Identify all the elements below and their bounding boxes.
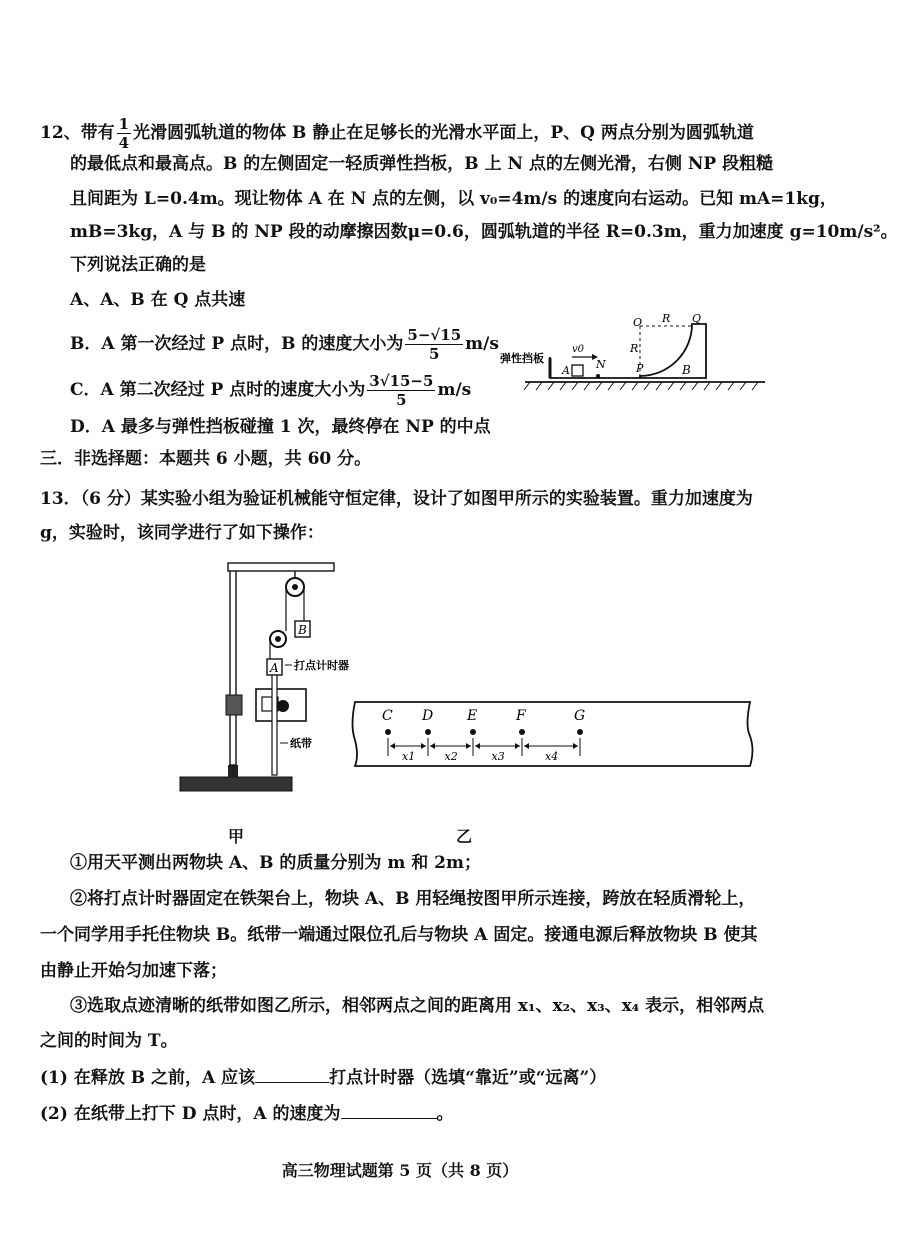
timer-label: 打点计时器: [294, 659, 349, 672]
sub-question-1-blank[interactable]: [255, 1066, 329, 1083]
q12-number: 12、: [40, 123, 81, 143]
point-n: [596, 374, 600, 378]
label-r-horizontal: R: [662, 312, 671, 325]
tape-point-label-f: F: [516, 708, 526, 724]
q12-option-b-text: B．A 第一次经过 P 点时，B 的速度大小为: [70, 334, 404, 354]
figure-yi: [345, 690, 760, 780]
tape-point-c: [385, 729, 391, 735]
step-3-line1: ③选取点迹清晰的纸带如图乙所示，相邻两点之间的距离用 x₁、x₂、x₃、x₄ 表示，相邻两点: [70, 996, 765, 1016]
sub-question-2-text-a: (2) 在纸带上打下 D 点时，A 的速度为: [40, 1104, 341, 1124]
sub-question-1-text-b: 打点计时器（选填“靠近”或“远离”）: [329, 1068, 607, 1088]
q12-line5: 下列说法正确的是: [70, 255, 206, 275]
q12-option-c: [70, 372, 471, 409]
page-footer: 高三物理试题第 5 页（共 8 页）: [281, 1161, 519, 1180]
step-2-line2: 一个同学用手托住物块 B。纸带一端通过限位孔后与物块 A 固定。接通电源后释放物块 B 使其: [40, 925, 758, 945]
paper-tape: [272, 675, 277, 775]
step-3-line2: 之间的时间为 T。: [40, 1031, 178, 1051]
label-a: A: [562, 364, 570, 377]
tape-label: 纸带: [290, 737, 312, 750]
q12-option-d: D．A 最多与弹性挡板碰撞 1 次，最终停在 NP 的中点: [70, 417, 491, 437]
block-a-label: A: [270, 661, 279, 675]
sub-question-2: [40, 1102, 454, 1125]
q12-option-b: [70, 326, 499, 363]
top-pulley-axle: [292, 584, 298, 590]
stand-pole: [230, 569, 236, 765]
section-3-heading: 三．非选择题：本题共 6 小题，共 60 分。: [40, 449, 372, 469]
figure-jia: [170, 555, 360, 805]
step-2-line3: 由静止开始匀加速下落；: [40, 961, 227, 981]
label-n: N: [596, 358, 606, 371]
block-b-label: B: [298, 623, 307, 637]
label-q: Q: [692, 312, 702, 325]
q12-option-c-text: C．A 第二次经过 P 点时的速度大小为: [70, 380, 366, 400]
q12-line1-a: 带有: [80, 123, 115, 143]
q12-option-a: A、A、B 在 Q 点共速: [70, 290, 246, 310]
tape-point-g: [577, 729, 583, 735]
q12-line1: [40, 115, 754, 152]
q12-figure: [490, 310, 770, 400]
q12-option-c-unit: m/s: [437, 380, 472, 400]
q12-fraction: [117, 115, 131, 152]
label-p: P: [636, 362, 644, 375]
tape-point-f: [519, 729, 525, 735]
q12-option-b-unit: m/s: [465, 334, 499, 354]
tape-point-label-e: E: [467, 708, 478, 724]
q12-option-c-frac: [367, 372, 435, 409]
segment-label-x2: x2: [444, 750, 458, 763]
q12-option-b-den: 5: [429, 345, 440, 363]
tape-point-label-g: G: [574, 708, 586, 724]
segment-label-x4: x4: [545, 750, 559, 763]
sub-question-2-text-b: 。: [436, 1104, 454, 1124]
tape-point-e: [470, 729, 476, 735]
q12-frac-num: 1: [118, 115, 130, 133]
q12-line2: 的最低点和最高点。B 的左侧固定一轻质弹性挡板，B 上 N 点的左侧光滑，右侧 NP 段粗糙: [70, 154, 774, 174]
figure-yi-caption: 乙: [456, 827, 473, 846]
label-o: O: [633, 316, 643, 329]
second-pulley-axle: [275, 636, 281, 642]
q12-option-c-num: 3√15−5: [369, 372, 434, 390]
block-a: [572, 365, 583, 376]
q13-line2: g，实验时，该同学进行了如下操作：: [40, 523, 324, 543]
label-barrier: 弹性挡板: [500, 352, 544, 365]
q12-line4: mB=3kg，A 与 B 的 NP 段的动摩擦因数μ=0.6，圆弧轨道的半径 R=0.3m，重力加速度 g=10m/s²。: [70, 222, 898, 242]
sub-question-2-blank[interactable]: [341, 1102, 437, 1119]
sub-question-1: [40, 1066, 606, 1089]
tape-point-d: [425, 729, 431, 735]
stand-foot: [228, 765, 238, 777]
sub-question-1-text-a: (1) 在释放 B 之前，A 应该: [40, 1068, 256, 1088]
label-b: B: [682, 363, 691, 377]
label-r-vertical: R: [630, 342, 639, 355]
q12-line3: 且间距为 L=0.4m。现让物体 A 在 N 点的左侧，以 v₀=4m/s 的速度向右运动。已知 mA=1kg，: [70, 189, 837, 209]
q12-line1-b: 光滑圆弧轨道的物体 B 静止在足够长的光滑水平面上，P、Q 两点分别为圆弧轨道: [133, 123, 754, 143]
step-1: ①用天平测出两物块 A、B 的质量分别为 m 和 2m；: [70, 853, 481, 873]
q13-line1: 13．（6 分）某实验小组为验证机械能守恒定律，设计了如图甲所示的实验装置。重力加速度为: [40, 489, 753, 509]
q12-option-b-frac: [405, 326, 463, 363]
label-v0: v0: [572, 344, 585, 355]
tape-point-label-c: C: [382, 708, 393, 724]
q12-option-c-den: 5: [396, 391, 407, 409]
stand-base: [180, 777, 292, 791]
q12-option-b-num: 5−√15: [407, 326, 462, 344]
q12-frac-den: 4: [118, 134, 130, 152]
segment-label-x1: x1: [402, 750, 416, 763]
timer-roller: [277, 700, 289, 712]
stand-arm: [228, 563, 334, 571]
step-2-line1: ②将打点计时器固定在铁架台上，物块 A、B 用轻绳按图甲所示连接，跨放在轻质滑轮上，: [70, 889, 756, 909]
figure-jia-caption: 甲: [228, 827, 245, 846]
ground-hatching: [524, 382, 758, 390]
segment-label-x3: x3: [491, 750, 505, 763]
tape-point-label-d: D: [422, 708, 434, 724]
clamp: [226, 695, 242, 715]
